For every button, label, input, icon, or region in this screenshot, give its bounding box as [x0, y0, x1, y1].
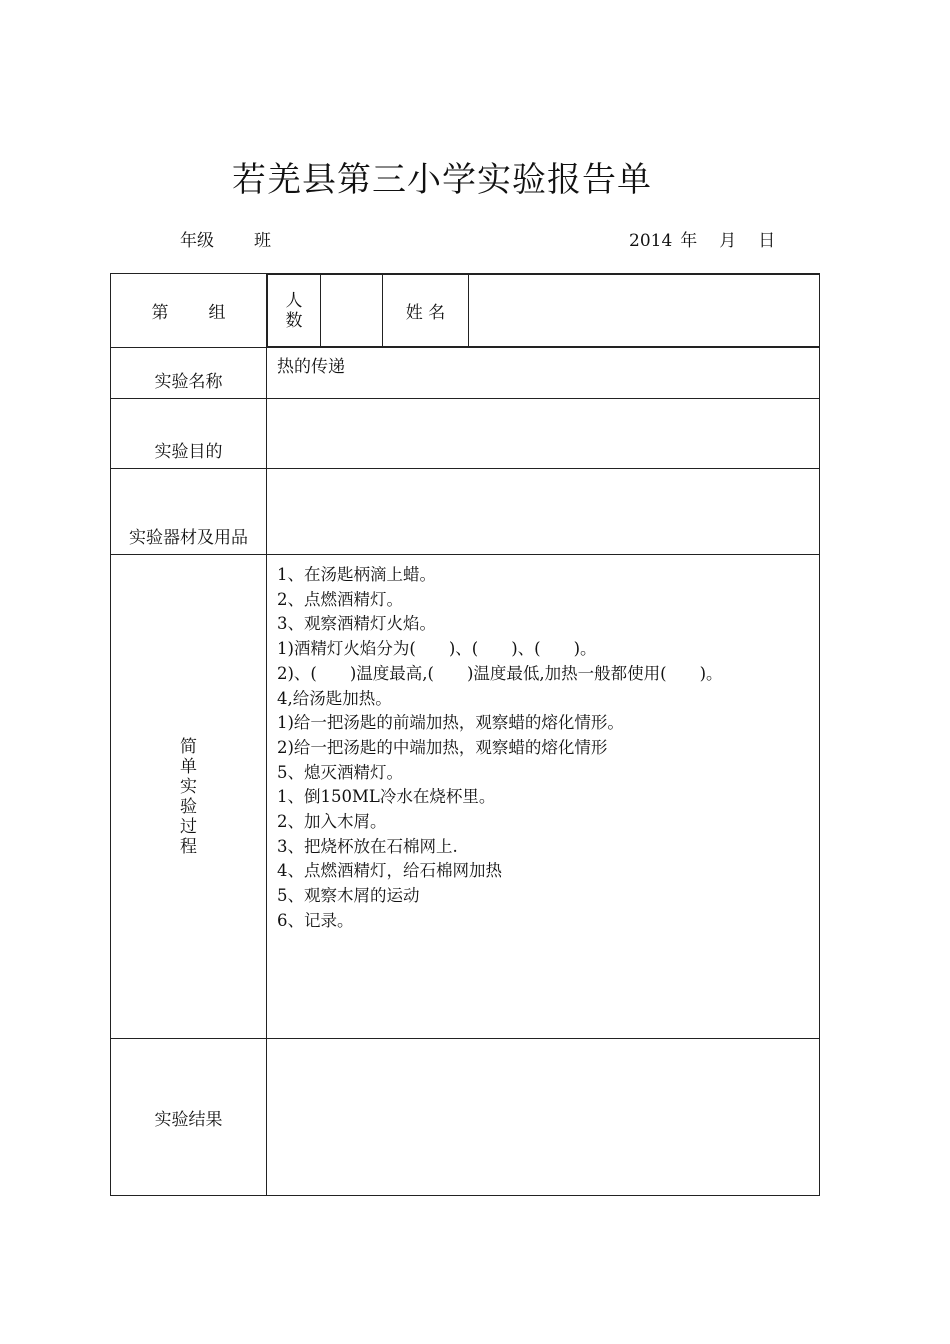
process-step: 2、加入木屑。 — [277, 812, 387, 832]
process-step: 3、观察酒精灯火焰。 — [277, 614, 436, 634]
process-step: 4、点燃酒精灯，给石棉网加热 — [277, 861, 502, 881]
member-count-field[interactable] — [321, 275, 383, 347]
result-label: 实验结果 — [111, 1039, 267, 1196]
process-step: 5、熄灭酒精灯。 — [277, 762, 403, 782]
group-cell — [111, 274, 267, 348]
result-row — [111, 1039, 820, 1196]
purpose-field[interactable] — [267, 399, 820, 469]
process-label-char: 单 — [180, 756, 197, 777]
process-label-char: 过 — [180, 816, 197, 837]
process-label-char: 简 — [180, 736, 197, 757]
purpose-row — [111, 399, 820, 469]
group-prefix: 第 — [151, 303, 169, 323]
member-count-label: 人 数 — [268, 275, 321, 347]
process-step: 1、在汤匙柄滴上蜡。 — [277, 565, 436, 584]
process-step: 2)给一把汤匙的中端加热，观察蜡的熔化情形 — [277, 737, 608, 757]
grade-class-line — [180, 226, 271, 251]
process-row — [111, 555, 820, 1039]
process-label-char: 程 — [180, 836, 197, 857]
process-label-char: 实 — [180, 776, 197, 797]
year-value: 2014 — [629, 231, 673, 251]
date-line — [629, 226, 775, 251]
process-step: 6、记录。 — [277, 910, 354, 930]
experiment-name-label: 实验名称 — [111, 348, 267, 399]
materials-field[interactable] — [267, 469, 820, 555]
process-step: 2)、( )温度最高,( )温度最低,加热一般都使用( )。 — [277, 663, 723, 683]
process-step: 1、倒150ML冷水在烧杯里。 — [277, 787, 496, 807]
materials-label: 实验器材及用品 — [111, 469, 267, 555]
year-unit: 年 — [680, 231, 698, 251]
page-title: 若羌县第三小学实验报告单 — [232, 160, 652, 200]
group-row — [111, 274, 820, 348]
name-field[interactable] — [469, 275, 820, 347]
purpose-label: 实验目的 — [111, 399, 267, 469]
name-label: 姓 名 — [383, 275, 469, 347]
month-label: 月 — [719, 231, 737, 251]
process-step: 1)酒精灯火焰分为( )、( )、( )。 — [277, 639, 597, 659]
experiment-name-row — [111, 348, 820, 399]
process-step: 2、点燃酒精灯。 — [277, 589, 403, 609]
day-label: 日 — [758, 231, 776, 251]
group-suffix: 组 — [208, 303, 226, 323]
group-row-inner — [267, 274, 819, 347]
experiment-name-value[interactable]: 热的传递 — [267, 348, 820, 399]
materials-row — [111, 469, 820, 555]
process-steps — [267, 555, 820, 1039]
process-step: 3、把烧杯放在石棉网上. — [277, 836, 458, 856]
process-step: 5、观察木屑的运动 — [277, 886, 420, 906]
result-field[interactable] — [267, 1039, 820, 1196]
process-step: 1)给一把汤匙的前端加热，观察蜡的熔化情形。 — [277, 713, 624, 733]
grade-label: 年级 — [180, 231, 214, 251]
process-label — [111, 555, 267, 1039]
process-label-char: 验 — [180, 796, 197, 817]
class-label: 班 — [254, 231, 271, 251]
process-step: 4,给汤匙加热。 — [277, 688, 392, 708]
report-table — [110, 273, 820, 1196]
